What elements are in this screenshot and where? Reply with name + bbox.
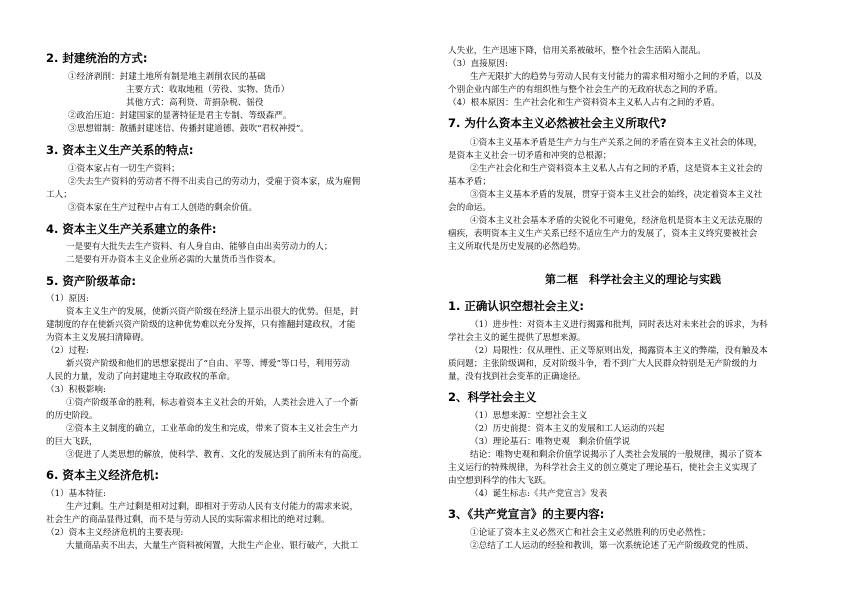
text-line: 痼疾，表明资本主义生产关系已经不适应生产力的发展了，资本主义终究要被社会 [448, 229, 758, 239]
text-line: 量，没有找到社会变革的正确途径。 [448, 372, 586, 382]
text-line: 为资本主义发展扫清障碍。 [46, 333, 150, 343]
part-section-1-title: 1. 正确认识空想社会主义: [448, 299, 584, 313]
text-line: （3）积极影响: [46, 385, 106, 395]
text-line: ③资本主义基本矛盾的发展，贯穿于资本主义社会的始终，决定着资本主义社 [470, 190, 763, 200]
text-line: （1）基本特征: [46, 489, 106, 499]
text-line: 主义运行的特殊规律，为科学社会主义的创立奠定了理论基石，使社会主义实现了 [448, 463, 758, 473]
text-line: ②资本主义制度的确立，工业革命的发生和完成，带来了资本主义社会生产力 [66, 424, 359, 434]
text-line: ①资产阶级革命的胜利，标志着资本主义社会的开始，人类社会进入了一个新 [66, 398, 359, 408]
text-line: ①资本家占有一切生产资料； [68, 164, 180, 174]
text-line: 质问题；主张阶级调和，反对阶级斗争，看不到广大人民群众特别是无产阶级的力 [448, 359, 758, 369]
text-line: ③思想钳制：散播封建迷信、传播封建道德、鼓吹“君权神授”。 [68, 124, 309, 134]
text-line: （1）原因: [46, 294, 89, 304]
text-line: 二是要有开办资本主义企业所必需的大量货币当作资本。 [66, 255, 281, 265]
text-line: ②生产社会化和生产资料资本主义私人占有之间的矛盾，这是资本主义社会的 [470, 164, 763, 174]
text-line: 结论：唯物史观和剩余价值学说揭示了人类社会发展的一般规律，揭示了资本 [470, 450, 763, 460]
text-line: 其他方式：高利贷、苛捐杂税、徭役 [126, 98, 264, 108]
text-line: 由空想到科学的伟大飞跃。 [448, 476, 552, 486]
text-line: 资本主义生产的发展，使新兴资产阶级在经济上显示出很大的优势。但是，封 [66, 307, 359, 317]
text-line: （3）理论基石：唯物史观 剩余价值学说 [470, 437, 631, 447]
text-line: 是资本主义社会一切矛盾和冲突的总根源； [448, 151, 612, 161]
section-7-title: 7. 为什么资本主义必然被社会主义所取代? [448, 116, 667, 130]
text-line: 的巨大飞跃， [46, 437, 98, 447]
text-line: ③资本家在生产过程中占有工人创造的剩余价值。 [68, 203, 258, 213]
text-line: ①经济剥削：封建土地所有制是地主剥削农民的基础 [68, 72, 266, 82]
text-line: （2）过程: [46, 346, 89, 356]
text-line: （3）直接原因: [448, 59, 508, 69]
text-line: 生产过剩。生产过剩是相对过剩，即相对于劳动人民有支付能力的需求来说， [66, 502, 359, 512]
text-line: 会的命运。 [448, 203, 491, 213]
part-title: 第二框 科学社会主义的理论与实践 [545, 273, 721, 286]
text-line: 学社会主义的诞生提供了思想来源。 [448, 333, 586, 343]
section-3-title: 3. 资本主义生产关系的特点: [46, 143, 194, 157]
text-line: （1）进步性：对资本主义进行揭露和批判，同时表达对未来社会的诉求，为科 [470, 320, 768, 330]
text-line: ①论证了资本主义必然灭亡和社会主义必然胜利的历史必然性； [470, 528, 711, 538]
text-line: ②总结了工人运动的经验和教训，第一次系统论述了无产阶级政党的性质、 [470, 541, 754, 551]
text-line: （1）思想来源：空想社会主义 [470, 411, 588, 421]
text-line: 个别企业内部生产的有组织性与整个社会生产的无政府状态之间的矛盾。 [448, 85, 724, 95]
text-line: 建制度的存在使新兴资产阶级的这种优势难以充分发挥，只有推翻封建政权，才能 [46, 320, 356, 330]
text-line: （2）局限性：仅从理性、正义等原则出发，揭露资本主义的弊端，没有触及本 [470, 346, 768, 356]
text-line: 主要方式：收取地租（劳役、实物、货币） [126, 85, 290, 95]
text-line: 基本矛盾； [448, 177, 491, 187]
text-line: 生产无限扩大的趋势与劳动人民有支付能力的需求相对缩小之间的矛盾，以及 [470, 72, 763, 82]
text-line: 社会生产的商品显得过剩，而不是与劳动人民的实际需求相比的绝对过剩。 [46, 515, 330, 525]
text-line: ④资本主义社会基本矛盾的尖锐化不可避免，经济危机是资本主义无法克服的 [470, 216, 763, 226]
text-line: ③促进了人类思想的解放，使科学、教育、文化的发展达到了前所未有的高度。 [66, 450, 367, 460]
part-section-2-title: 2、科学社会主义 [448, 390, 537, 404]
text-line: 一是要有大批失去生产资料、有人身自由、能够自由出卖劳动力的人； [66, 242, 333, 252]
text-line: 人失业，生产迅速下降，信用关系被破坏，整个社会生活陷入混乱。 [448, 46, 706, 56]
text-line: ②失去生产资料的劳动者不得不出卖自己的劳动力，受雇于资本家，成为雇佣 [68, 177, 361, 187]
text-line: 人民的力量，发动了向封建地主夺取政权的革命。 [46, 372, 236, 382]
text-line: ①资本主义基本矛盾是生产力与生产关系之间的矛盾在资本主义社会的体现， [470, 138, 763, 148]
text-line: 大量商品卖不出去，大量生产资料被闲置，大批生产企业、银行破产，大批工 [66, 541, 359, 551]
part-section-3-title: 3、《共产党宣言》的主要内容: [448, 507, 605, 521]
text-line: 新兴资产阶级和他们的思想家提出了“自由、平等、博爱”等口号，利用劳动 [66, 359, 350, 369]
section-6-title: 6. 资本主义经济危机: [46, 468, 159, 482]
text-line: 主义所取代是历史发展的必然趋势。 [448, 242, 586, 252]
section-2-title: 2. 封建统治的方式: [46, 51, 148, 65]
text-line: 的历史阶段。 [46, 411, 98, 421]
text-line: （2）历史前提：资本主义的发展和工人运动的兴起 [470, 424, 665, 434]
text-line: （4）根本原因：生产社会化和生产资料资本主义私人占有之间的矛盾。 [448, 98, 720, 108]
text-line: （4）诞生标志:《共产党宣言》发表 [470, 489, 608, 499]
text-line: 工人； [46, 190, 72, 200]
text-line: （2）资本主义经济危机的主要表现: [46, 528, 184, 538]
text-line: ②政治压迫：封建国家的显著特征是君主专制、等级森严。 [68, 111, 292, 121]
section-4-title: 4. 资本主义生产关系建立的条件: [46, 222, 217, 236]
section-5-title: 5. 资产阶级革命: [46, 274, 136, 288]
